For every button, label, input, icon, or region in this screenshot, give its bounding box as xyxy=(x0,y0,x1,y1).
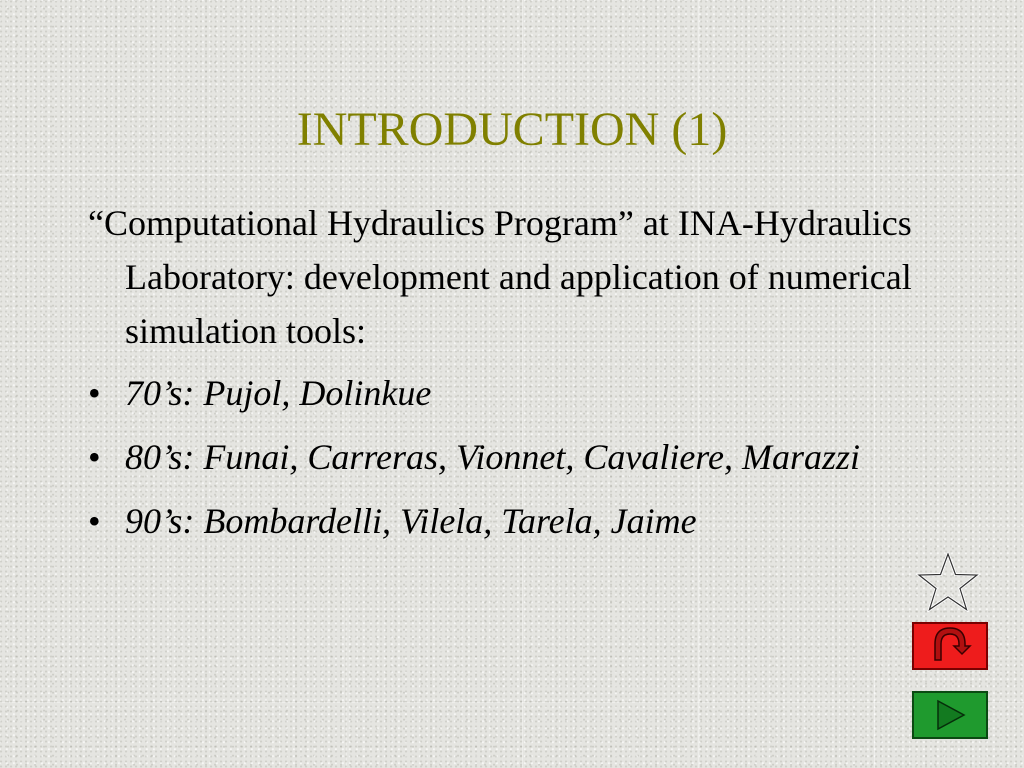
decade-list xyxy=(88,366,948,548)
bullet-icon: • xyxy=(88,373,101,413)
bullet-icon: • xyxy=(88,501,101,541)
bullet-icon: • xyxy=(88,437,101,477)
list-item-text: 80’s: Funai, Carreras, Vionnet, Cavaliere, Marazzi xyxy=(125,437,860,477)
list-item xyxy=(88,366,948,420)
slide-title: INTRODUCTION (1) xyxy=(296,103,728,156)
list-item-text: 90’s: Bombardelli, Vilela, Tarela, Jaime xyxy=(125,501,697,541)
next-button[interactable] xyxy=(912,691,988,739)
list-item xyxy=(88,430,948,484)
star-icon[interactable] xyxy=(916,552,980,612)
play-next-icon xyxy=(914,693,986,737)
slide-body xyxy=(88,196,948,558)
list-item xyxy=(88,494,948,548)
list-item-text: 70’s: Pujol, Dolinkue xyxy=(125,373,432,413)
u-turn-return-icon xyxy=(914,624,986,668)
intro-paragraph: “Computational Hydraulics Program” at INA-Hydraulics Laboratory: development and application of numerical simulation tools: xyxy=(88,203,912,351)
return-button[interactable] xyxy=(912,622,988,670)
